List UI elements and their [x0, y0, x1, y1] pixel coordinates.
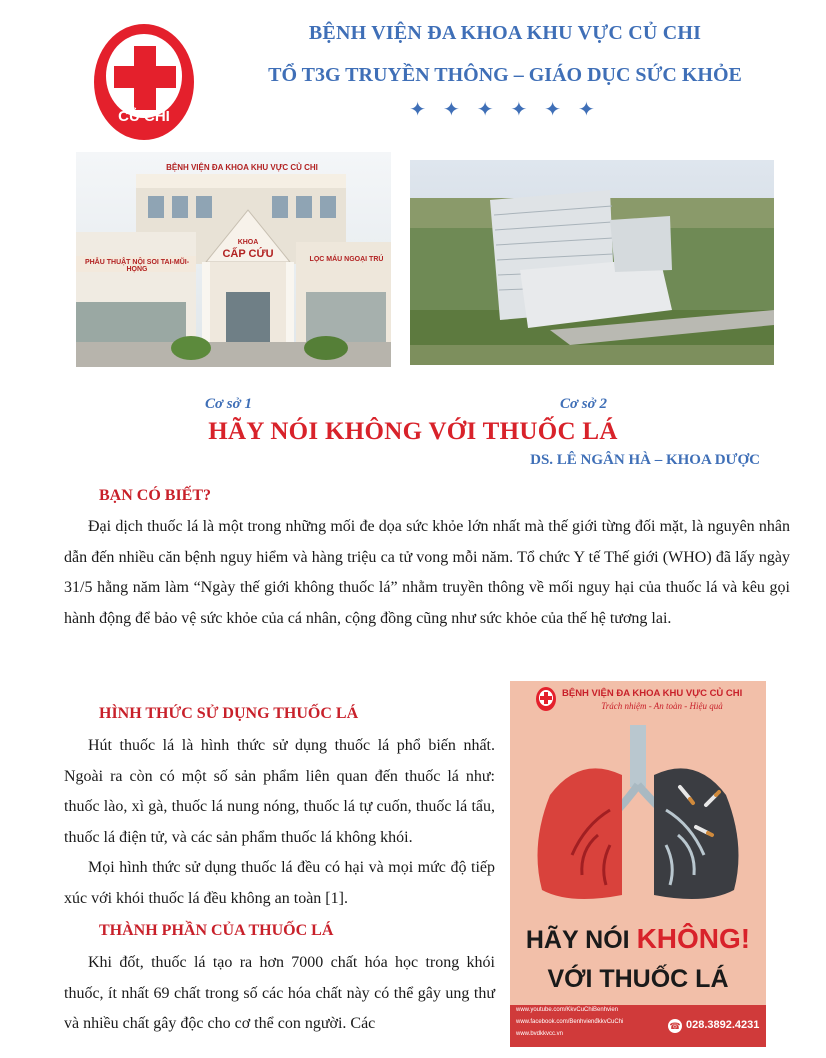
- section-paragraph: Hút thuốc lá là hình thức sử dụng thuốc lá phổ biến nhất. Ngoài ra còn có một số sản phẩm liên quan đến thuốc lá như: thuốc lào, xì gà, thuốc lá nung nóng, thuốc lá tự cuốn, thuốc lá tẩu, thuốc lá điện tử, và các sản phẩm thuốc lá không khói.: [64, 737, 495, 846]
- poster-link-facebook[interactable]: www.facebook.com/BenhvienđkkvCuChi: [516, 1019, 624, 1025]
- section-heading-forms-of-use: HÌNH THỨC SỬ DỤNG THUỐC LÁ: [99, 705, 359, 722]
- hospital-name: BỆNH VIỆN ĐA KHOA KHU VỰC CỦ CHI: [308, 22, 702, 44]
- poster-hospital-name: BỆNH VIỆN ĐA KHOA KHU VỰC CỦ CHI: [562, 688, 743, 699]
- article-title: HÃY NÓI KHÔNG VỚI THUỐC LÁ: [208, 418, 618, 445]
- logo-text: CỦ CHI: [118, 108, 170, 125]
- poster-link-youtube[interactable]: www.youtube.com/KkvCuChiBenhvien: [516, 1007, 619, 1013]
- phone-icon: ☎: [669, 1021, 681, 1031]
- campus-1-sign-khoa: KHOA: [237, 239, 259, 246]
- poster-headline-line-2: VỚI THUỐC LÁ: [547, 965, 729, 993]
- campus-2-photo: [410, 160, 774, 365]
- poster-headline-say: HÃY NÓI: [525, 926, 630, 954]
- section-heading-composition: THÀNH PHẦN CỦA THUỐC LÁ: [99, 922, 334, 939]
- poster-phone: 028.3892.4231: [686, 1019, 760, 1031]
- campus-1-photo: [76, 152, 391, 367]
- lungs-illustration: [510, 715, 766, 915]
- campus-1-sign-right: LỌC MÁU NGOẠI TRÚ: [309, 256, 384, 263]
- section-paragraph: Khi đốt, thuốc lá tạo ra hơn 7000 chất hóa học trong khói thuốc, ít nhất 69 chất trong số các hóa chất này có thể gây ung thư và nhiều chất gây độc cho cơ thể con người. Các: [64, 954, 495, 1032]
- campus-1-sign-left: PHẪU THUẬT NỘI SOI TAI-MŨI-HỌNG: [84, 259, 190, 273]
- campus-1-sign-emergency: CẤP CỨU: [222, 248, 274, 260]
- section-heading-did-you-know: BẠN CÓ BIẾT?: [99, 487, 212, 504]
- campus-1-sign-top: BỆNH VIỆN ĐA KHOA KHU VỰC CỦ CHI: [166, 163, 318, 172]
- poster-link-website[interactable]: www.bvdkkvcc.vn: [516, 1031, 564, 1037]
- section-paragraph: Mọi hình thức sử dụng thuốc lá đều có hại và mọi mức độ tiếp xúc với khói thuốc lá đều không an toàn [1].: [64, 859, 495, 907]
- section-paragraph: Đại dịch thuốc lá là một trong những mối đe dọa sức khỏe lớn nhất mà thế giới từng đối mặt, là nguyên nhân dẫn đến nhiều căn bệnh nguy hiểm và hàng triệu ca tử vong mỗi năm. Tổ chức Y tế Thế giới (WHO) đã lấy ngày 31/5 hằng năm làm “Ngày thế giới không thuốc lá” nhằm truyền thông về mối nguy hại của thuốc lá và kêu gọi hành động để bảo vệ sức khỏe của cá nhân, cộng đồng cũng như sức khỏe của thế hệ tương lai.: [64, 518, 790, 627]
- poster-headline-line-1: [510, 923, 766, 955]
- department-name: TỔ T3G TRUYỀN THÔNG – GIÁO DỤC SỨC KHỎE: [268, 64, 742, 86]
- decorative-stars: ✦ ✦ ✦ ✦ ✦ ✦: [409, 99, 601, 121]
- article-author: DS. LÊ NGÂN HÀ – KHOA DƯỢC: [530, 452, 760, 468]
- hospital-logo: [92, 22, 196, 142]
- campus-2-caption: Cơ sở 2: [560, 396, 607, 412]
- poster-headline-no: KHÔNG!: [636, 923, 751, 954]
- campus-1-caption: Cơ sở 1: [205, 396, 252, 412]
- poster-slogan: Trách nhiệm - An toàn - Hiệu quả: [601, 701, 723, 711]
- no-smoking-poster: [510, 681, 766, 1047]
- poster-logo-icon: [536, 687, 556, 711]
